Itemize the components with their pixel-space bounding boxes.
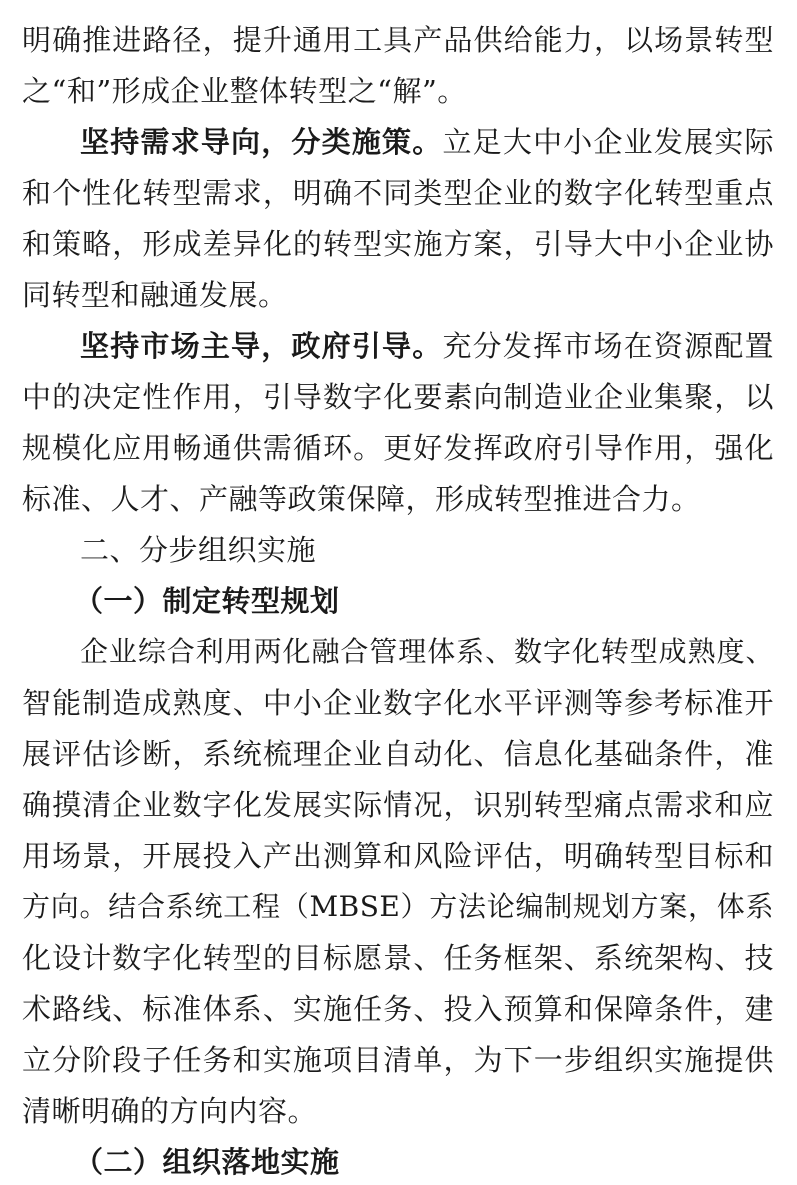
paragraph-line: 企业综合利用两化融合管理体系、数字化转型成熟度、: [80, 635, 774, 668]
paragraph-line: 立分阶段子任务和实施项目清单，为下一步组织实施提供: [22, 1043, 774, 1077]
paragraph-line: 和策略，形成差异化的转型实施方案，引导大中小企业协: [22, 227, 774, 261]
paragraph-line: [80, 120, 774, 164]
paragraph-line: 之“和”形成企业整体转型之“解”。: [22, 74, 467, 108]
paragraph-line: 清晰明确的方向内容。: [22, 1094, 318, 1128]
paragraph-line: 展评估诊断，系统梳理企业自动化、信息化基础条件，准: [22, 737, 774, 771]
paragraph-text: 充分发挥市场在资源配置: [442, 329, 774, 363]
paragraph-line: 术路线、标准体系、实施任务、投入预算和保障条件，建: [22, 992, 774, 1026]
section-heading: 二、分步组织实施: [80, 533, 317, 567]
paragraph-line: 明确推进路径，提升通用工具产品供给能力，以场景转型: [22, 23, 774, 57]
bold-lead: 坚持市场主导，政府引导。: [80, 329, 443, 363]
bold-lead: 坚持需求导向，分类施策。: [80, 125, 443, 159]
paragraph-line: 规模化应用畅通供需循环。更好发挥政府引导作用，强化: [22, 431, 774, 465]
paragraph-line: 方向。结合系统工程（MBSE）方法论编制规划方案，体系: [22, 890, 774, 923]
paragraph-line: 中的决定性作用，引导数字化要素向制造业企业集聚，以: [22, 380, 774, 414]
paragraph-line: 智能制造成熟度、中小企业数字化水平评测等参考标准开: [22, 686, 774, 720]
paragraph-line: 化设计数字化转型的目标愿景、任务框架、系统架构、技: [22, 941, 774, 975]
paragraph-line: [80, 324, 774, 368]
subsection-heading: （一）制定转型规划: [74, 584, 340, 618]
paragraph-line: 和个性化转型需求，明确不同类型企业的数字化转型重点: [22, 176, 774, 210]
paragraph-line: 用场景，开展投入产出测算和风险评估，明确转型目标和: [22, 839, 774, 873]
paragraph-line: 同转型和融通发展。: [22, 278, 288, 312]
paragraph-line: 确摸清企业数字化发展实际情况，识别转型痛点需求和应: [22, 788, 774, 822]
subsection-heading: （二）组织落地实施: [74, 1145, 340, 1179]
paragraph-line: 标准、人才、产融等政策保障，形成转型推进合力。: [22, 482, 701, 516]
paragraph-text: 立足大中小企业发展实际: [442, 125, 774, 159]
